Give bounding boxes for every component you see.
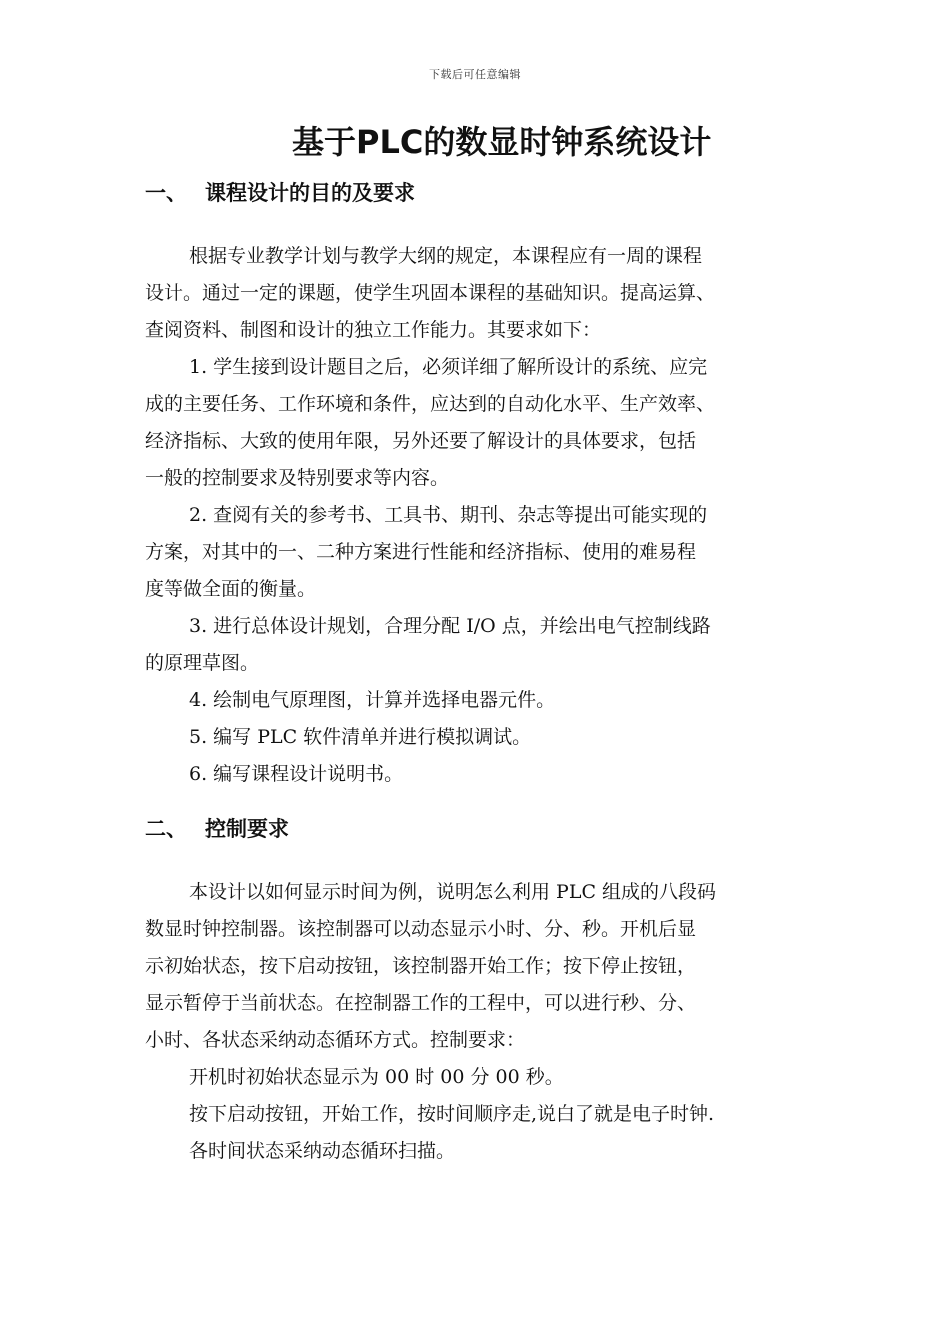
section-number: 二、 bbox=[145, 817, 187, 841]
list-item: 3. 进行总体设计规划，合理分配 I/O 点，并绘出电气控制线路 bbox=[189, 615, 711, 637]
paragraph-line: 查阅资料、制图和设计的独立工作能力。其要求如下： bbox=[145, 319, 602, 341]
list-item: 2. 查阅有关的参考书、工具书、期刊、杂志等提出可能实现的 bbox=[189, 504, 708, 526]
paragraph-line: 各时间状态采纳动态循环扫描。 bbox=[189, 1140, 456, 1162]
paragraph-line: 设计。通过一定的课题，使学生巩固本课程的基础知识。提高运算、 bbox=[145, 282, 716, 304]
paragraph-line: 开机时初始状态显示为 00 时 00 分 00 秒。 bbox=[189, 1066, 564, 1088]
paragraph-line: 度等做全面的衡量。 bbox=[145, 578, 317, 600]
list-item: 1. 学生接到设计题目之后，必须详细了解所设计的系统、应完 bbox=[189, 356, 708, 378]
paragraph-line: 示初始状态，按下启动按钮，该控制器开始工作；按下停止按钮， bbox=[145, 955, 697, 977]
paragraph-line: 成的主要任务、工作环境和条件，应达到的自动化水平、生产效率、 bbox=[145, 393, 716, 415]
paragraph-line: 按下启动按钮，开始工作，按时间顺序走,说白了就是电子时钟. bbox=[189, 1103, 715, 1125]
header-note: 下载后可任意编辑 bbox=[429, 68, 521, 81]
section-title: 课程设计的目的及要求 bbox=[205, 181, 415, 205]
section-number: 一、 bbox=[145, 181, 187, 205]
paragraph-line: 根据专业教学计划与教学大纲的规定，本课程应有一周的课程 bbox=[189, 245, 703, 267]
paragraph-line: 的原理草图。 bbox=[145, 652, 260, 674]
section-title: 控制要求 bbox=[205, 817, 289, 841]
list-item: 5. 编写 PLC 软件清单并进行模拟调试。 bbox=[189, 726, 532, 748]
document-title: 基于PLC的数显时钟系统设计 bbox=[292, 123, 712, 161]
paragraph-line: 经济指标、大致的使用年限，另外还要了解设计的具体要求，包括 bbox=[145, 430, 697, 452]
paragraph-line: 数显时钟控制器。该控制器可以动态显示小时、分、秒。开机后显 bbox=[145, 918, 697, 940]
paragraph-line: 显示暂停于当前状态。在控制器工作的工程中，可以进行秒、分、 bbox=[145, 992, 697, 1014]
paragraph-line: 方案，对其中的一、二种方案进行性能和经济指标、使用的难易程 bbox=[145, 541, 697, 563]
list-item: 4. 绘制电气原理图，计算并选择电器元件。 bbox=[189, 689, 556, 711]
paragraph-line: 本设计以如何显示时间为例，说明怎么利用 PLC 组成的八段码 bbox=[189, 881, 717, 903]
section-heading-1 bbox=[145, 178, 845, 208]
paragraph-line: 一般的控制要求及特别要求等内容。 bbox=[145, 467, 450, 489]
paragraph-line: 小时、各状态采纳动态循环方式。控制要求： bbox=[145, 1029, 526, 1051]
section-heading-2 bbox=[145, 814, 845, 844]
list-item: 6. 编写课程设计说明书。 bbox=[189, 763, 404, 785]
